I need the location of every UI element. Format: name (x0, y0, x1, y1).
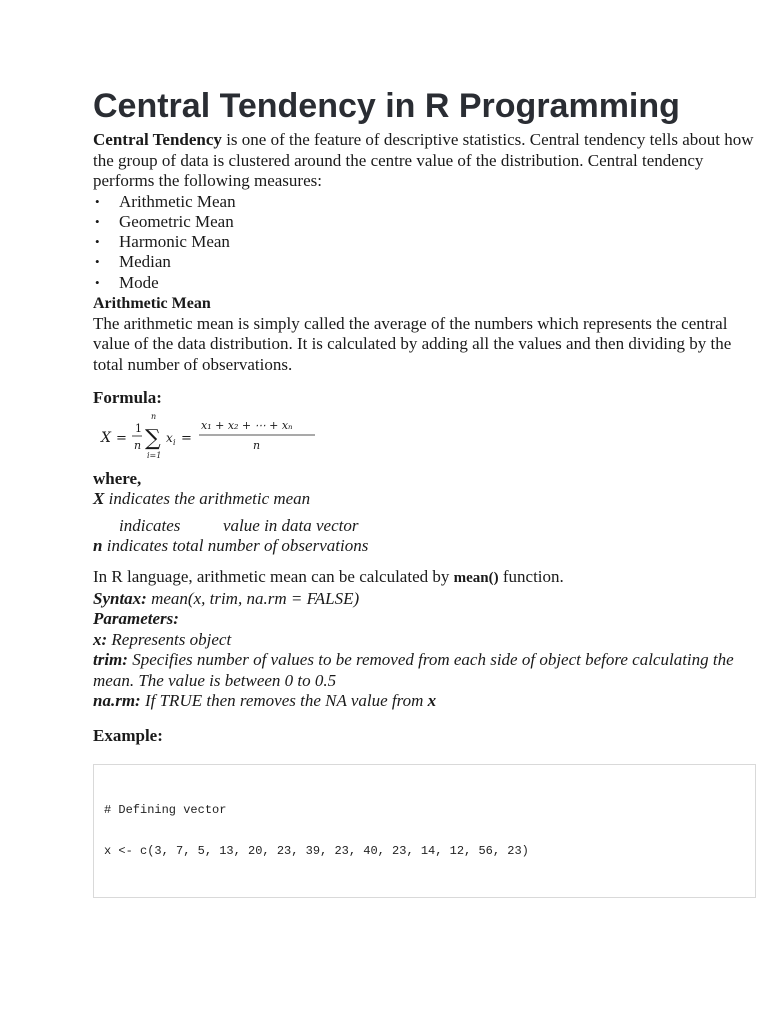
r-language-line (93, 567, 758, 589)
list-item: • Harmonic Mean (119, 232, 758, 252)
syntax-text: mean(x, trim, na.rm = FALSE) (146, 588, 360, 608)
param-narm-label: na.rm: (93, 691, 141, 711)
where-x-symbol: X (93, 489, 105, 509)
article (93, 88, 758, 746)
formula-frac-den: n (134, 439, 142, 453)
syntax-line (93, 589, 758, 610)
param-narm-line (93, 691, 758, 712)
param-x-label: x: (93, 629, 108, 649)
formula-rhs-num: x₁ + x₂ + ⋯ + xₙ (201, 419, 293, 433)
where-xi-line (93, 510, 758, 536)
example-label: Example: (93, 725, 163, 745)
formula-term: x (166, 431, 173, 446)
list-item: • Median (119, 252, 758, 272)
list-item: • Geometric Mean (119, 212, 758, 232)
intro-paragraph (93, 130, 758, 192)
intro-bold-term: Central Tendency (93, 130, 222, 149)
where-xi-value: value in data vector (223, 515, 359, 535)
formula-graphic (97, 413, 327, 463)
measures-list (93, 192, 758, 293)
where-x-text: indicates the arithmetic mean (104, 489, 311, 509)
formula-sum-top: n (151, 413, 157, 422)
formula-rhs-den: n (253, 439, 261, 453)
syntax-label: Syntax: (93, 588, 147, 608)
arithmetic-mean-description: The arithmetic mean is simply called the average of the numbers which represents the central value of the data distribution. It is calculated by adding all the values and then dividing by the total number of observations. (93, 313, 732, 374)
param-trim-text: Specifies number of values to be removed from each side of object before calculating the mean. The value is between 0 to 0.5 (93, 650, 734, 690)
where-n-text: indicates total number of observations (102, 535, 369, 555)
formula-term-sub: i (173, 438, 176, 448)
formula-equals: = (116, 431, 127, 447)
formula-frac-num: 1 (135, 422, 142, 436)
where-n-line (93, 536, 758, 557)
r-line-pre: In R language, arithmetic mean can be calculated by (93, 567, 454, 587)
parameters-label (93, 609, 758, 630)
list-item: • Mode (119, 273, 758, 293)
r-line-post: function. (498, 567, 564, 587)
code-line-comment: # Defining vector (104, 803, 227, 817)
where-label: where, (93, 469, 142, 489)
formula-equals-2: = (181, 431, 192, 447)
page-title: Central Tendency in R Programming (93, 87, 680, 125)
formula-sum-bottom: i=1 (147, 451, 162, 461)
code-block[interactable] (93, 764, 756, 898)
param-narm-text: If TRUE then removes the NA value from (140, 691, 428, 711)
param-trim-label: trim: (93, 650, 128, 670)
where-xi-indicates: indicates (119, 515, 181, 535)
code-line-vector: x <- c(3, 7, 5, 13, 20, 23, 39, 23, 40, 23, 14, 12, 56, 23) (104, 844, 529, 858)
param-narm-x: x (427, 691, 437, 711)
list-item: • Arithmetic Mean (119, 192, 758, 212)
formula-lhs: X (101, 430, 111, 447)
intro-text: is one of the feature of descriptive statistics. Central tendency tells about how the group of data is clustered around the centre value of the distribution. Central tendency performs the following measures: (93, 130, 754, 190)
where-n-symbol: n (93, 535, 103, 555)
where-x-line (93, 489, 758, 510)
param-trim-line (93, 650, 758, 691)
param-x-text: Represents object (107, 629, 232, 649)
mean-function-code: mean() (453, 570, 499, 587)
arithmetic-mean-heading: Arithmetic Mean (93, 294, 211, 312)
formula-label: Formula: (93, 388, 162, 408)
param-x-line (93, 630, 758, 651)
formula-equation (93, 413, 758, 463)
parameters-label-text: Parameters: (93, 609, 179, 629)
formula-sum-sign: ∑ (145, 426, 161, 452)
